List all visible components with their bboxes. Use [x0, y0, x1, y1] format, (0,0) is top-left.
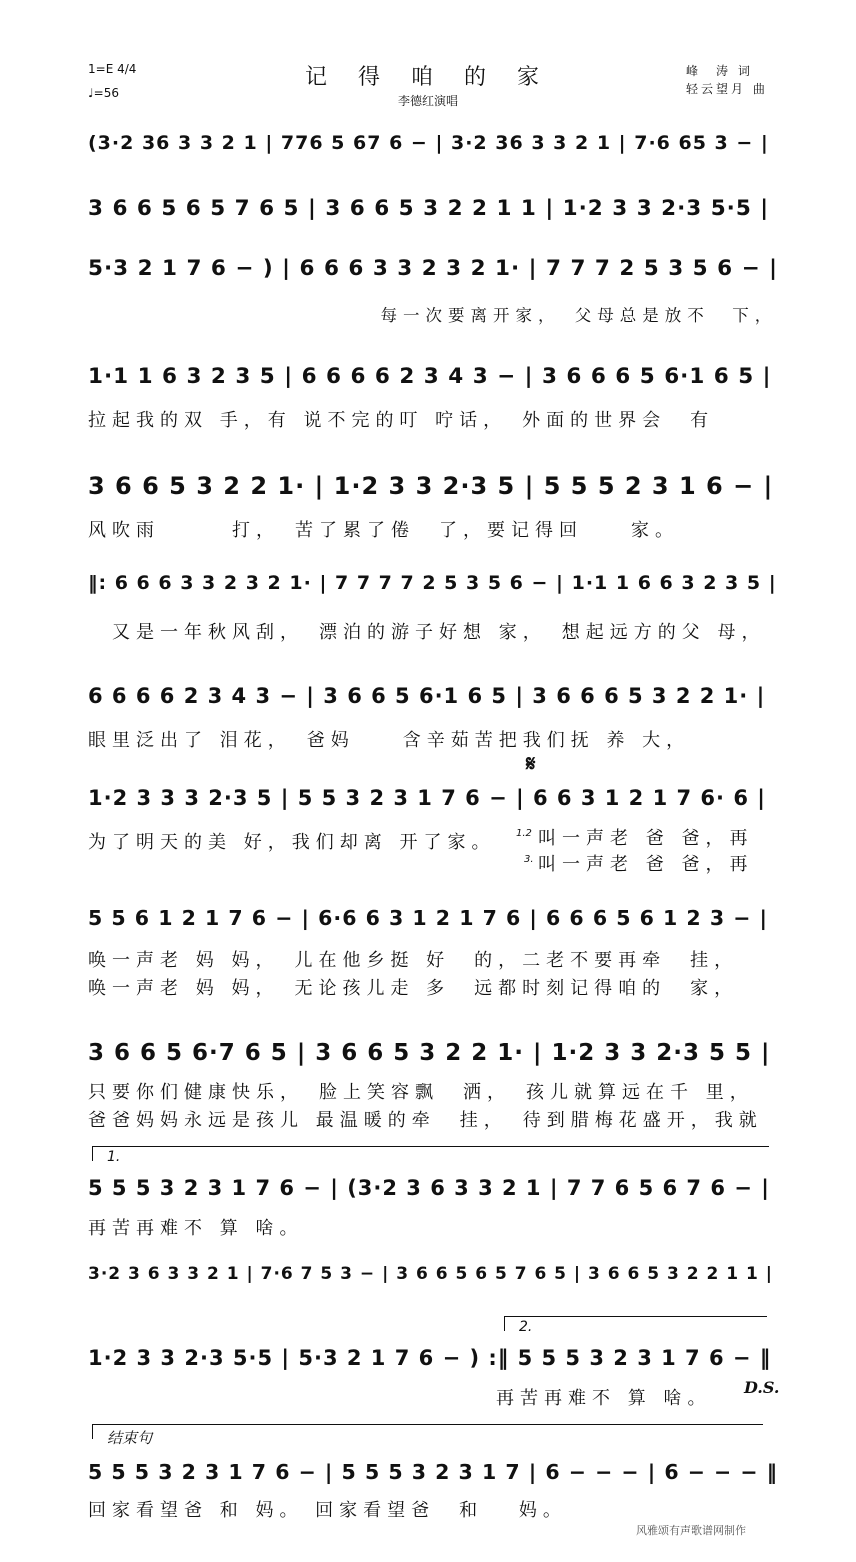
lyric-line: 只要你们健康快乐， 脸上笑容飘 洒， 孩儿就算远在千 里，: [88, 1082, 754, 1103]
lyric-line: 为了明天的美 好，我们却离 开了家。: [88, 832, 496, 853]
call-lyric-2: 叫一声老 爸 爸，再: [538, 854, 754, 875]
notation-line: ‖: 6 6 6 3 3 2 3 2 1· | 7 7 7 7 2 5 3 5 6 − | 1·1 1 6 6 3 2 3 5 |: [88, 572, 777, 594]
lyricist-credit: 峰 涛 词: [686, 64, 753, 78]
lyric-line: 拉起我的双 手，有 说不完的叮 咛话， 外面的世界会 有: [88, 410, 715, 431]
key-signature: 1=E 4/4: [88, 62, 137, 76]
lyric-line: 风吹雨 打， 苦了累了倦 了，要记得回 家。: [88, 520, 679, 541]
lyric-line-2: 爸爸妈妈永远是孩儿 最温暖的牵 挂， 待到腊梅花盛开，我就: [88, 1110, 763, 1131]
volta-2-bracket: [504, 1316, 767, 1335]
call-lyric-1: 叫一声老 爸 爸，再: [538, 828, 754, 849]
notation-line: 6 6 6 6 2 3 4 3 − | 3 6 6 5 6·1 6 5 | 3 6 6 6 5 3 2 2 1· |: [88, 684, 766, 708]
ending-label: 结束句: [107, 1429, 153, 1447]
notation-line: 1·1 1 6 3 2 3 5 | 6 6 6 6 2 3 4 3 − | 3 6 6 6 5 6·1 6 5 |: [88, 364, 772, 389]
notation-line: 3 6 6 5 3 2 2 1· | 1·2 3 3 2·3 5 | 5 5 5 2 3 1 6 − |: [88, 472, 774, 500]
ending-bracket: [92, 1424, 763, 1447]
notation-line: 3 6 6 5 6 5 7 6 5 | 3 6 6 5 3 2 2 1 1 | 1·2 3 3 2·3 5·5 |: [88, 196, 770, 221]
lyric-line: 再苦再难不 算 啥。: [88, 1388, 712, 1409]
volta-2-label: 2.: [519, 1319, 533, 1335]
volta-1-bracket: [92, 1146, 769, 1165]
composer-credit: 轻云望月 曲: [686, 82, 768, 96]
singer-credit: 李德红演唱: [397, 94, 458, 108]
notation-line: 3 6 6 5 6·7 6 5 | 3 6 6 5 3 2 2 1· | 1·2 3 3 2·3 5 5 |: [88, 1040, 771, 1066]
notation-line: 1·2 3 3 2·3 5·5 | 5·3 2 1 7 6 − ) :‖ 5 5 5 3 2 3 1 7 6 − ‖: [88, 1346, 772, 1370]
notation-line: (3·2 36 3 3 2 1 | 776 5 67 6 − | 3·2 36 3 3 2 1 | 7·6 65 3 − |: [88, 132, 769, 154]
verse-marker-1-2: 1.2: [516, 828, 532, 839]
lyric-line: 回家看望爸 和 妈。 回家看望爸 和 妈。: [88, 1500, 567, 1521]
notation-line: 1·2 3 3 3 2·3 5 | 5 5 3 2 3 1 7 6 − | 6 6 3 1 2 1 7 6· 6 |: [88, 786, 766, 810]
tempo-marking: ♩=56: [88, 86, 119, 100]
lyric-line-2: 唤一声老 妈 妈， 无论孩儿走 多 远都时刻记得咱的 家，: [88, 978, 739, 999]
footer-credit: 风雅颂有声歌谱网制作: [636, 1524, 746, 1537]
dal-segno-mark: D.S.: [744, 1378, 780, 1397]
song-title: 记 得 咱 的 家: [305, 65, 551, 90]
notation-line: 5 5 6 1 2 1 7 6 − | 6·6 6 3 1 2 1 7 6 | 6 6 6 5 6 1 2 3 − |: [88, 906, 769, 930]
lyric-line: 唤一声老 妈 妈， 儿在他乡挺 好 的，二老不要再牵 挂，: [88, 950, 739, 971]
notation-line: 5·3 2 1 7 6 − ) | 6 6 6 3 3 2 3 2 1· | 7 7 7 2 5 3 5 6 − |: [88, 256, 778, 281]
lyric-line: 每一次要离开家， 父母总是放不 下，: [88, 306, 778, 325]
lyric-line: 眼里泛出了 泪花， 爸妈 含辛茹苦把我们抚 养 大，: [88, 730, 691, 751]
lyric-line: 又是一年秋风刮， 漂泊的游子好想 家， 想起远方的父 母，: [88, 622, 766, 643]
notation-line: 5 5 5 3 2 3 1 7 6 − | 5 5 5 3 2 3 1 7 | 6 − − − | 6 − − − ‖: [88, 1460, 778, 1484]
notation-line: 5 5 5 3 2 3 1 7 6 − | (3·2 3 6 3 3 2 1 | 7 7 6 5 6 7 6 − |: [88, 1176, 770, 1200]
segno-sign: 𝄋: [526, 752, 536, 777]
notation-line: 3·2 3 6 3 3 2 1 | 7·6 7 5 3 − | 3 6 6 5 6 5 7 6 5 | 3 6 6 5 3 2 2 1 1 |: [88, 1264, 773, 1284]
volta-1-label: 1.: [107, 1149, 121, 1165]
verse-marker-3: 3.: [524, 854, 534, 865]
lyric-line: 再苦再难不 算 啥。: [88, 1218, 304, 1239]
